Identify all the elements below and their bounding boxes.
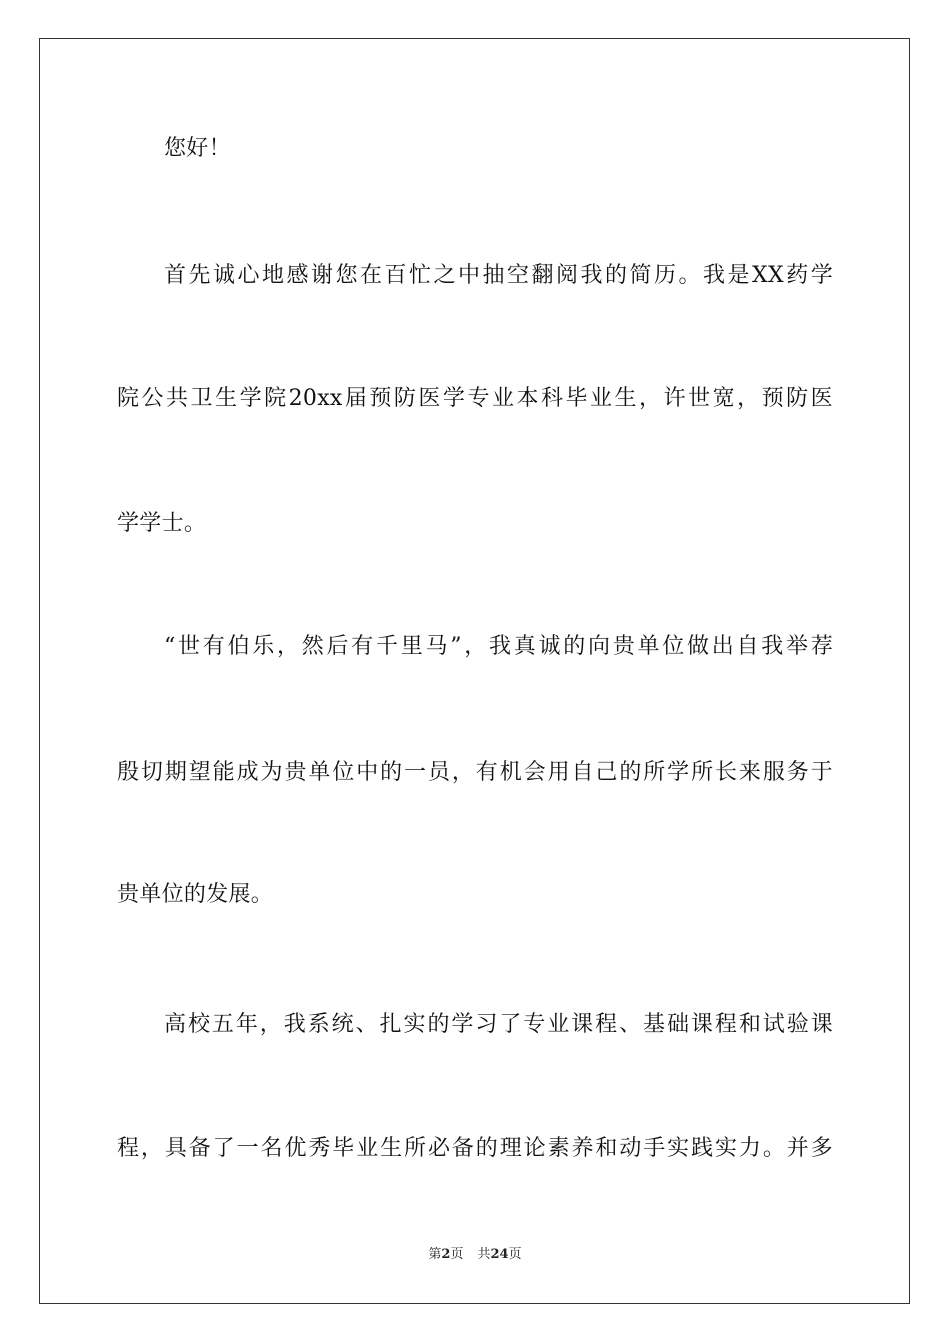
total-prefix: 共 xyxy=(477,1247,491,1262)
total-suffix: 页 xyxy=(508,1247,522,1262)
page-number: 2 xyxy=(441,1247,451,1262)
paragraph-3-line-2: 程，具备了一名优秀毕业生所必备的理论素养和动手实践实力。并多 xyxy=(117,1136,833,1161)
paragraph-3-line-1: 高校五年，我系统、扎实的学习了专业课程、基础课程和试验课 xyxy=(164,1012,833,1037)
paragraph-1-line-3: 学学士。 xyxy=(117,511,207,536)
page-suffix: 页 xyxy=(450,1247,464,1262)
total-pages: 24 xyxy=(490,1247,509,1262)
paragraph-2-line-3: 贵单位的发展。 xyxy=(117,882,274,907)
paragraph-1-line-1: 首先诚心地感谢您在百忙之中抽空翻阅我的简历。我是XX药学 xyxy=(164,263,833,288)
page-prefix: 第 xyxy=(428,1247,442,1262)
paragraph-2-line-1: “世有伯乐，然后有千里马”，我真诚的向贵单位做出自我举荐 xyxy=(164,634,833,659)
page-footer xyxy=(0,1246,950,1264)
greeting-line: 您好！ xyxy=(164,136,231,161)
paragraph-1-line-2: 院公共卫生学院20xx届预防医学专业本科毕业生，许世宽，预防医 xyxy=(117,386,833,411)
page-border xyxy=(39,38,910,1304)
paragraph-2-line-2: 殷切期望能成为贵单位中的一员，有机会用自己的所学所长来服务于 xyxy=(117,760,833,785)
